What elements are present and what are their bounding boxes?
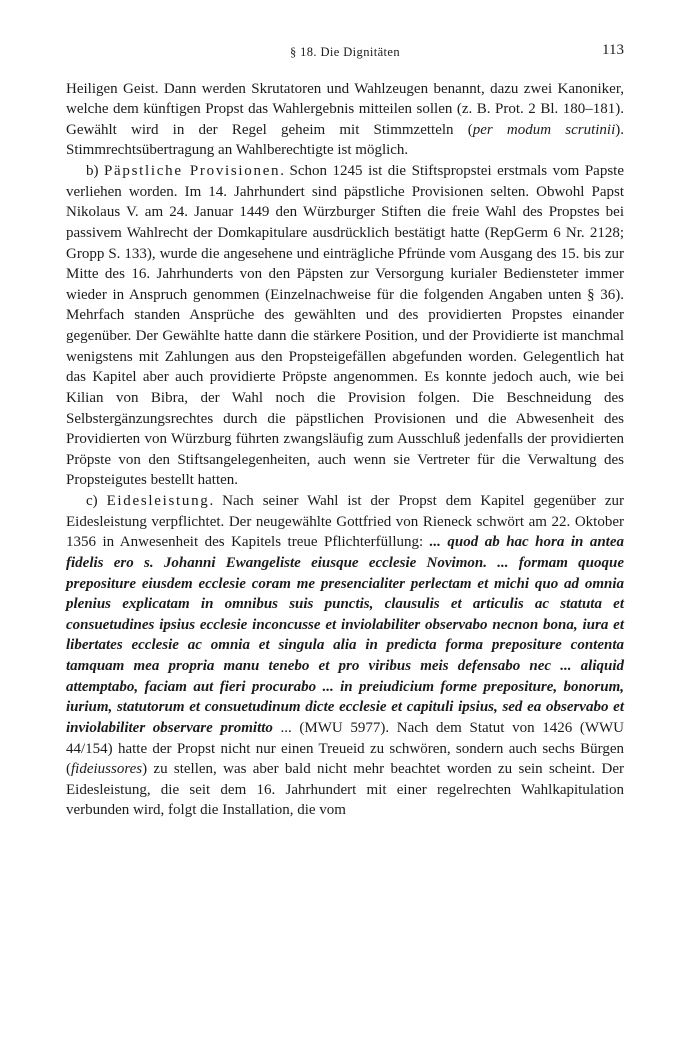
section-heading: Päpstliche Provisionen	[104, 163, 281, 179]
paragraph-text: ... (MWU 5977). Nach dem Statut von 1426 (WWU 44/154) hatte der Propst nicht nur einen Treueid zu schwören, sondern auch sechs Bürgen (	[66, 719, 624, 778]
paragraph-oath	[66, 491, 624, 821]
section-label: b)	[86, 163, 105, 179]
paragraph-text: ). Stimmrechtsübertragung an Wahlberechtigte ist möglich.	[66, 121, 624, 159]
section-heading: Eidesleistung	[106, 493, 210, 509]
running-header	[66, 42, 624, 64]
latin-oath-quote: ... quod ab hac hora in antea fidelis ero s. Johanni Ewangeliste eiusque ecclesie Novimon. ... formam quoque prepositure eiusdem ecclesie coram me presencialiter perlectam et michi quo ad omnia plenius explicatam in omnibus suis punctis, clausulis et articulis ac statuta et consuetudines ipsius ecclesie inconcusse et inviolabiliter observabo necnon bona, iura et libertates ecclesie ac omnia et singula alia in predicta forma prepositure contenta tamquam mea propria manu tenebo et pro viribus meis defensabo nec ... aliquid attemptabo, faciam aut fieri procurabo ... in preiudicium forme prepositure, bonorum, iurium, statutorum et consuetudinum dicte ecclesie et capituli ipsius, sed ea observabo et inviolabiliter observare promitto	[66, 534, 625, 736]
paragraph-election	[66, 79, 624, 162]
running-title: § 18. Die Dignitäten	[289, 45, 401, 59]
latin-term: fideiussores	[71, 761, 143, 778]
paragraph-text: . Nach seiner Wahl ist der Propst dem Kapitel gegenüber zur Eidesleistung verpflichtet. Der neugewählte Gottfried von Rieneck schwört am 22. Oktober 1356 in Anwesenheit des Kapitels treue Pflichterfüllung:	[66, 493, 624, 551]
paragraph-text: ) zu stellen, was aber bald nicht mehr beachtet worden zu sein scheint. Der Eidesleistung, die seit dem 16. Jahrhundert mit einer regelrechten Wahlkapitulation verbunden wird, folgt die Installation, die vom	[66, 761, 624, 819]
paragraph-text: . Schon 1245 ist die Stiftspropstei erstmals vom Papste verliehen worden. Im 14. Jahrhundert sind päpstliche Provisionen selten. Obwohl Papst Nikolaus V. am 24. Januar 1449 den Würzburger Stiften die freie Wahl des Propstes bei passivem Wahlrecht der Domkapitulare ausdrücklich bestätigt hatte (RepGerm 6 Nr. 2128; Gropp S. 133), wurde die angesehene und einträgliche Pfründe vom Ausgang des 15. bis zur Mitte des 16. Jahrhunderts von den Päpsten zur Versorgung kurialer Bediensteter immer wieder in Anspruch genommen (Einzelnachweise für die folgenden Angaben unten § 36). Mehrfach standen Ansprüche des gewählten und des providierten Propstes einander gegenüber. Der Gewählte hatte dann die stärkere Position, und der Providierte ist manchmal wenigstens mit Zahlungen aus den Propsteigefällen abgefunden worden. Gelegentlich hat das Kapitel aber auch providierte Pröpste angenommen. Es konnte jedoch auch, wie bei Kilian von Bibra, der Wahl noch die Provision folgen. Die Beschneidung des Selbstergänzungsrechtes durch die päpstlichen Provisionen und die Abwesenheit des Providierten von Würzburg führten zwangsläufig zum Ausschluß jedenfalls der providierten Pröpste von den Stiftsangelegenheiten, auch wenn sie Vertreter für die Verwaltung des Propsteigutes bestellt hatten.	[66, 163, 624, 489]
latin-quote: per modum scrutinii	[472, 121, 616, 138]
section-label: c)	[86, 493, 107, 509]
paragraph-provisions	[66, 161, 624, 491]
paragraph-text: Heiligen Geist. Dann werden Skrutatoren und Wahlzeugen benannt, dazu zwei Kanoniker, welche dem künftigen Propst das Wahlergebnis mitteilen sollen (z. B. Prot. 2 Bl. 180–181). Gewählt wird in der Regel geheim mit Stimmzetteln (	[66, 80, 624, 138]
body-text	[66, 79, 624, 822]
page-number: 113	[602, 42, 624, 58]
